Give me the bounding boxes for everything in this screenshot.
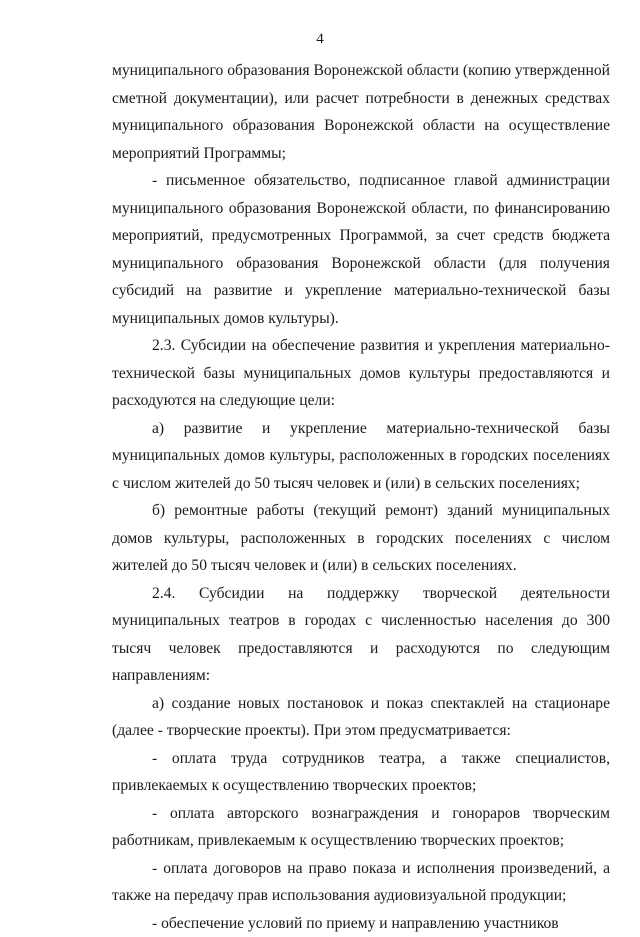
paragraph-bullet-staff-pay: - оплата труда сотрудников театра, а также специалистов, привлекаемых к осуществлению творческих проектов;: [112, 745, 610, 800]
paragraph-section-2-3: 2.3. Субсидии на обеспечение развития и укрепления материально-технической базы муниципальных домов культуры предоставляются и расходуются на следующие цели:: [112, 332, 610, 415]
paragraph-bullet-author-fees: - оплата авторского вознаграждения и гонораров творческим работникам, привлекаемым к осуществлению творческих проектов;: [112, 800, 610, 855]
paragraph-bullet-participant-conditions: - обеспечение условий по приему и направлению участников: [112, 910, 610, 937]
paragraph-written-obligation: - письменное обязательство, подписанное главой администрации муниципального образования Воронежской области, по финансированию мероприятий, предусмотренных Программой, за счет средств бюджета муниципального образования Воронежской области (для получения субсидий на развитие и укрепление материально-технической базы муниципальных домов культуры).: [112, 167, 610, 332]
paragraph-item-a-productions: а) создание новых постановок и показ спектаклей на стационаре (далее - творческие проекты). При этом предусматривается:: [112, 690, 610, 745]
paragraph-continuation: муниципального образования Воронежской области (копию утвержденной сметной документации), или расчет потребности в денежных средствах муниципального образования Воронежской области на осуществление мероприятий Программы;: [112, 57, 610, 167]
document-body: [112, 57, 610, 937]
paragraph-item-b-repair: б) ремонтные работы (текущий ремонт) зданий муниципальных домов культуры, расположенных в городских поселениях с числом жителей до 50 тысяч человек и (или) в сельских поселениях.: [112, 497, 610, 580]
paragraph-item-a-development: а) развитие и укрепление материально-технической базы муниципальных домов культуры, расположенных в городских поселениях с числом жителей до 50 тысяч человек и (или) в сельских поселениях;: [112, 415, 610, 498]
page-number: 4: [0, 30, 640, 48]
paragraph-bullet-rights-contracts: - оплата договоров на право показа и исполнения произведений, а также на передачу прав использования аудиовизуальной продукции;: [112, 855, 610, 910]
paragraph-section-2-4: 2.4. Субсидии на поддержку творческой деятельности муниципальных театров в городах с численностью населения до 300 тысяч человек предоставляются и расходуются по следующим направлениям:: [112, 580, 610, 690]
